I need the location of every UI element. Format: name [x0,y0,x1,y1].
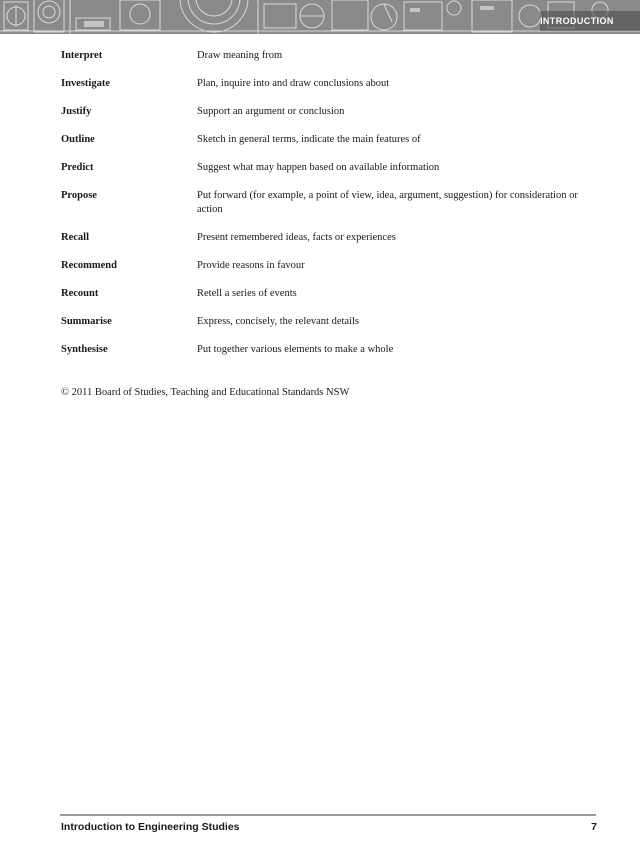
header-banner [0,0,640,34]
glossary-definition: Support an argument or conclusion [197,106,345,117]
glossary-row [61,77,601,105]
glossary-definition: Draw meaning from [197,50,283,61]
glossary-row [61,105,601,133]
glossary-row [61,133,601,161]
glossary-row [61,231,601,259]
glossary-definition: Sketch in general terms, indicate the main features of [197,134,421,145]
glossary-term: Investigate [61,78,110,89]
glossary-term: Synthesise [61,344,108,355]
glossary-term: Summarise [61,316,112,327]
footer-book-title: Introduction to Engineering Studies [61,821,240,833]
glossary-row [61,287,601,315]
page-number: 7 [591,821,597,833]
glossary-definition: Suggest what may happen based on available information [197,162,440,173]
glossary-term: Justify [61,106,92,117]
glossary-definition: Provide reasons in favour [197,260,305,271]
glossary-definition: Put together various elements to make a whole [197,344,394,355]
glossary-term: Recount [61,288,99,299]
glossary-term: Outline [61,134,95,145]
glossary-term: Recall [61,232,89,243]
glossary-definition: Put forward (for example, a point of view, idea, argument, suggestion) for consideration or action [197,190,578,215]
glossary-row [61,343,601,371]
glossary-row [61,49,601,77]
glossary-definition: Express, concisely, the relevant details [197,316,360,327]
glossary-term: Interpret [61,50,103,61]
glossary-term: Predict [61,162,94,173]
footer-divider [60,814,596,816]
glossary-definition: Retell a series of events [197,288,297,299]
glossary-definition: Present remembered ideas, facts or experiences [197,232,396,243]
section-tag: INTRODUCTION [540,11,640,31]
glossary-row [61,259,601,287]
glossary-row [61,189,601,231]
glossary-term: Propose [61,190,97,201]
glossary-definition: Plan, inquire into and draw conclusions about [197,78,390,89]
glossary-list [61,49,601,371]
glossary-term: Recommend [61,260,117,271]
glossary-row [61,161,601,189]
glossary-row [61,315,601,343]
copyright-notice: © 2011 Board of Studies, Teaching and Educational Standards NSW [61,387,350,398]
